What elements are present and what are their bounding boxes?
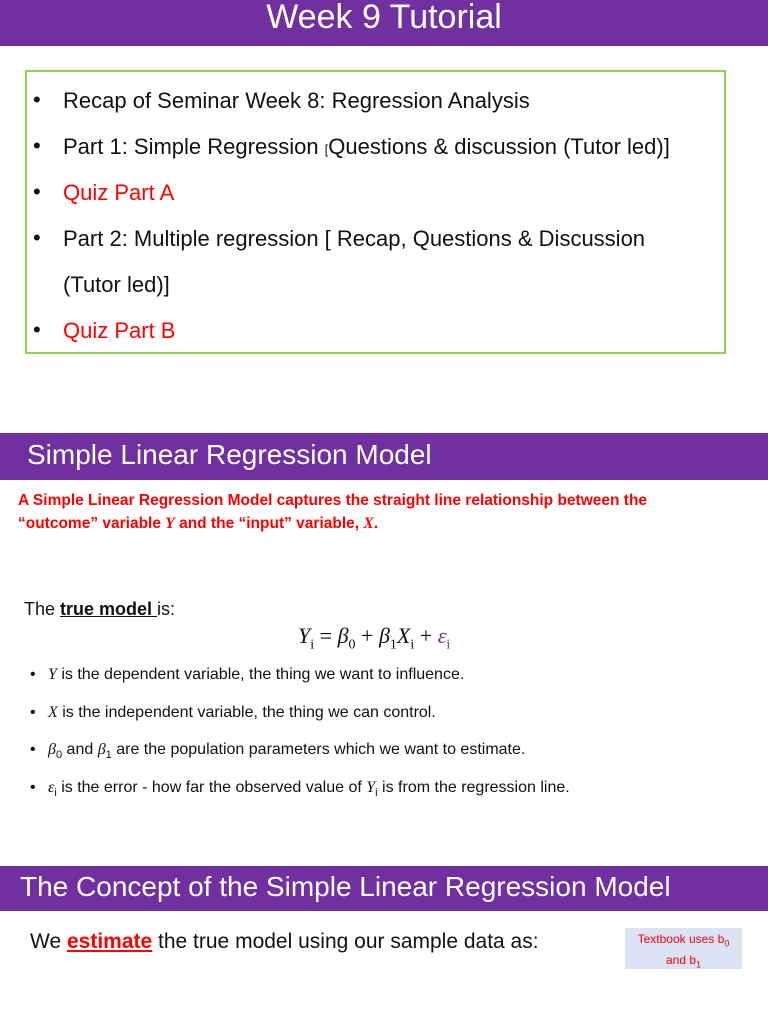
note-text: and b xyxy=(665,953,696,968)
emphasis: true model xyxy=(60,599,158,619)
math-symbol: X xyxy=(363,515,374,532)
intro-line: A Simple Linear Regression Model captures the straight line relationship between the xyxy=(18,492,648,509)
math-symbol: β xyxy=(48,741,56,758)
regression-equation xyxy=(298,623,450,653)
subscript: 0 xyxy=(348,637,356,653)
subscript: i xyxy=(310,637,315,653)
section-banner xyxy=(0,866,768,911)
title-banner xyxy=(0,0,768,46)
operator: = xyxy=(314,623,338,648)
definition-item xyxy=(30,779,570,799)
subscript: 1 xyxy=(105,749,112,762)
agenda-item-text xyxy=(63,134,670,160)
bullet: • xyxy=(33,87,41,112)
math-symbol: Y xyxy=(165,515,175,532)
intro-text xyxy=(18,489,738,535)
bullet: • xyxy=(33,317,41,342)
bullet: • xyxy=(33,225,41,250)
bullet: • xyxy=(30,779,36,796)
bullet: • xyxy=(30,704,36,721)
agenda-item-text: (Tutor led)] xyxy=(63,272,170,297)
bullet: • xyxy=(30,666,36,683)
estimate-line xyxy=(30,930,539,954)
definition-text: is the independent variable, the thing we can control. xyxy=(57,704,436,721)
section-banner xyxy=(0,433,768,480)
intro-part: and the “input” variable, xyxy=(174,515,364,532)
subscript: i xyxy=(375,787,378,800)
math-symbol: Y xyxy=(48,666,57,683)
line-part: the true model using our sample data as: xyxy=(152,930,539,953)
true-model-label xyxy=(24,599,175,620)
math-symbol: X xyxy=(48,704,58,721)
label-part: is: xyxy=(157,599,176,619)
definition-item xyxy=(30,704,436,722)
agenda-item-text: Recap of Seminar Week 8: Regression Analysis xyxy=(63,88,530,113)
note-line xyxy=(625,952,742,973)
math-symbol: β xyxy=(337,623,349,648)
agenda-box xyxy=(25,70,726,354)
agenda-item-bracket: [ xyxy=(324,142,329,157)
definition-text: is the dependent variable, the thing we want to influence. xyxy=(56,666,465,683)
subscript: i xyxy=(54,787,57,800)
intro-line xyxy=(18,512,738,535)
subscript: i xyxy=(446,637,451,653)
agenda-item-text: Part 2: Multiple regression [ Recap, Questions & Discussion xyxy=(63,226,646,251)
agenda-item-text: Quiz Part A xyxy=(63,180,175,205)
agenda-item-text: Quiz Part B xyxy=(63,318,176,343)
definition-item xyxy=(30,741,525,761)
label-part: The xyxy=(24,599,61,619)
note-text: Textbook uses b xyxy=(637,932,725,946)
definition-text: are the population parameters which we want to estimate. xyxy=(111,741,526,758)
subscript: 1 xyxy=(389,637,397,653)
agenda-item-part: Questions & discussion (Tutor led)] xyxy=(328,134,670,159)
page-title: Week 9 Tutorial xyxy=(266,0,502,36)
math-symbol: β xyxy=(378,623,390,648)
operator: + xyxy=(414,623,438,648)
intro-part: . xyxy=(373,515,379,532)
section-title: Simple Linear Regression Model xyxy=(27,439,432,470)
math-symbol: X xyxy=(396,623,411,648)
intro-part: “outcome” variable xyxy=(18,515,166,532)
subscript: i xyxy=(410,637,415,653)
error-term xyxy=(437,623,451,653)
section-title: The Concept of the Simple Linear Regression Model xyxy=(20,871,671,902)
definition-text: and xyxy=(62,741,98,758)
math-symbol: ε xyxy=(48,779,55,796)
operator: + xyxy=(355,623,379,648)
textbook-note xyxy=(625,928,742,969)
definition-text: is the error - how far the observed value of xyxy=(56,779,367,796)
line-part: We xyxy=(30,930,67,953)
math-symbol: Y xyxy=(366,779,376,796)
math-symbol: ε xyxy=(437,623,447,648)
definition-item xyxy=(30,666,464,684)
math-symbol: Y xyxy=(298,623,311,648)
agenda-item-part: Part 1: Simple Regression xyxy=(63,134,325,159)
emphasis: estimate xyxy=(66,930,153,953)
math-symbol: β xyxy=(97,741,106,758)
subscript: 1 xyxy=(696,959,702,970)
definition-text: is from the regression line. xyxy=(377,779,570,796)
bullet: • xyxy=(30,741,36,758)
subscript: 0 xyxy=(724,938,730,949)
bullet: • xyxy=(33,133,41,158)
note-line xyxy=(625,931,742,952)
bullet: • xyxy=(33,179,41,204)
subscript: 0 xyxy=(55,749,63,762)
